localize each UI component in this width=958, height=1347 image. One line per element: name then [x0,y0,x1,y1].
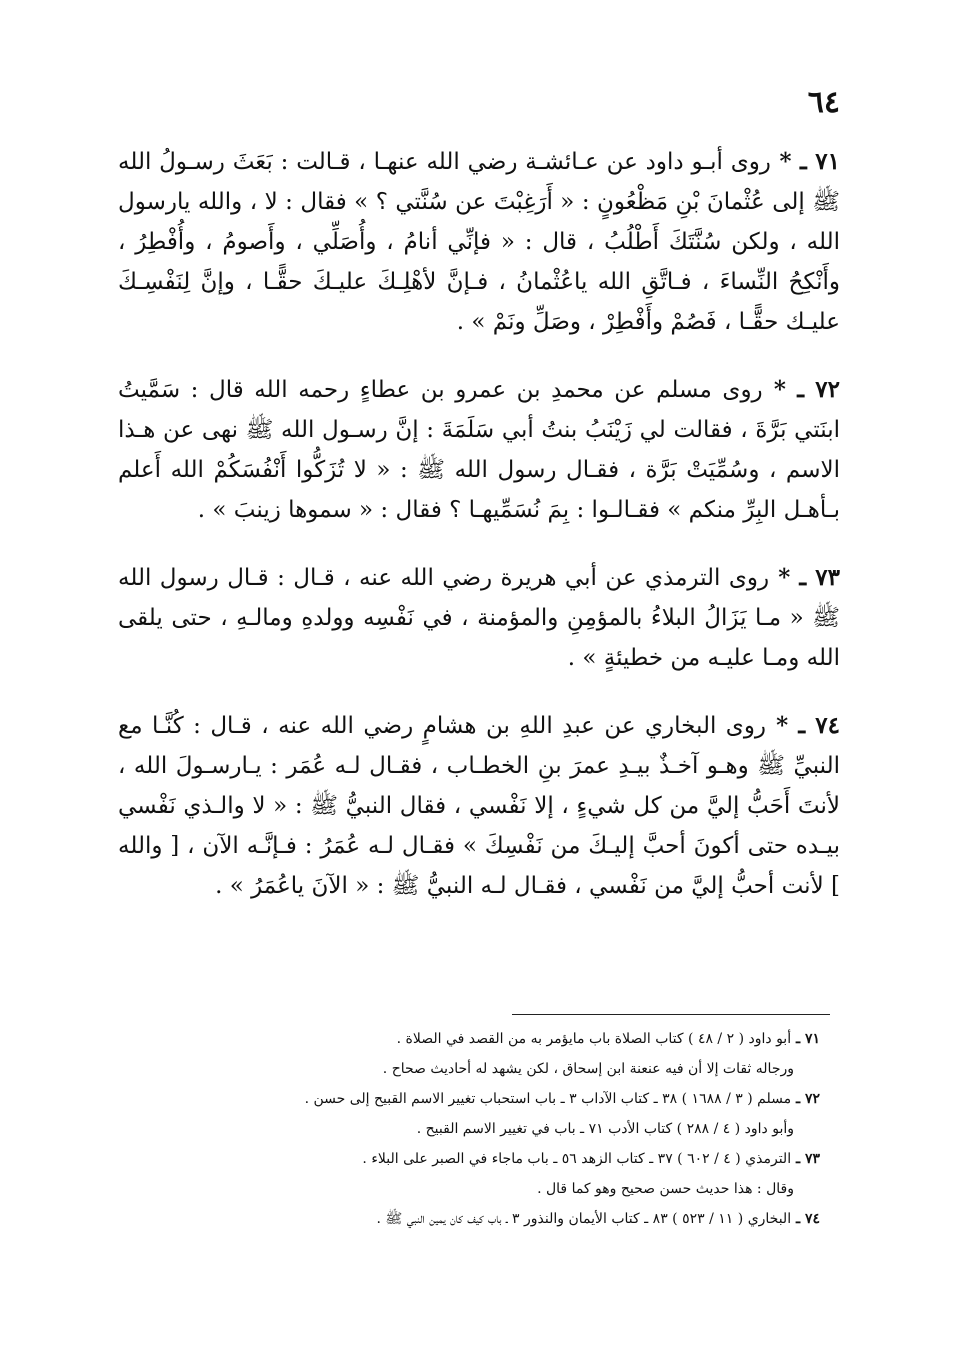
hadith-text: روى مسلم عن محمدِ بن عمرو بن عطاءٍ رحمه الله قال : سَمَّيتُ ابنَتي بَرَّةَ ، فقالت لي زَيْنَبُ بنتُ أبي سَلَمَةَ : إنَّ رسـول الله ﷺ نهى عن هـذا الاسم ، وسُمِّيَتْ بَرَّة ، فقـال رسول الله ﷺ : « لا تُزَكُّوا أَنْفُسَكُمْ الله أَعلم بـأهـل البِرِّ منكم » فقـالـوا : بِمَ نُسَمِّيهـا ؟ فقال : « سموها زينبَ » . [118,377,840,523]
footnote-text: مسلم ( ٣ / ١٦٨٨ ) ٣٨ ـ كتاب الآداب ٣ ـ باب استحباب تغيير الاسم القبيح إلى حسن . [304,1091,792,1107]
hadith-number: ٧٢ ـ * [762,376,840,403]
footnote-number: ٧٣ ـ [791,1151,820,1167]
hadith-text: روى أبـو داود عن عـائشـة رضي الله عنهـا ، قـالت : بَعَثَ رسـولُ الله ﷺ إلى عُثْمانَ بْنِ مَظْعُونٍ : « أَرَغِبْتَ عن سُنَّتي ؟ » فقال : لا ، والله يارسول الله ، ولكن سُنَّتَكَ أَطْلُبُ ، قال : « فإنِّي أنامُ ، وأُصَلِّي ، وأَصومُ ، وأُفْطِرُ ، وأَنْكِحُ النِّساءَ ، فـاتَّقِ الله ياعُثْمانُ ، فـإنَّ لأهْلِـكَ عليـكَ حقًّـا ، وإنَّ لِنَفْسِـكَ عليـك حقًّـا ، فَصُمْ وأَفْطِرْ ، وصَلِّ ونَمْ » . [118,149,840,335]
footnote-text: أبو داود ( ٢ / ٤٨ ) كتاب الصلاة باب مايؤمر به من القصد في الصلاة . [396,1031,792,1047]
footnote-text: وقال : هذا حديث حسن صحيح وهو كما قال . [537,1181,794,1197]
footnote-number: ٧١ ـ [791,1031,820,1047]
hadith-text: روى البخاري عن عبدِ اللهِ بن هشامٍ رضي الله عنه ، قـال : كُنَّـا مع النبيِّ ﷺ وهـو آخـذٌ بيـدِ عمرَ بنِ الخطـاب ، فقـال لـه عُمَر : يـارسـولَ الله ، لأنتَ أَحَبُّ إليَّ من كل شيءٍ ، إلا نَفْسي ، فقال النبيُّ ﷺ : « لا والـذي نَفْسي بيـده حتى أكونَ أحبَّ إليـكَ من نَفْسِكَ » فقـال لـه عُمَرُ : فـإنَّـه الآن ، [ والله ] لأنت أحبُّ إليَّ من نَفْسي ، فقـال لـه النبيُّ ﷺ : « الآنَ ياعُمَرُ » . [118,713,840,899]
hadith-number: ٧٤ ـ * [766,712,840,739]
footnote-73-note [120,1174,820,1204]
footnote-number: ٧٤ ـ [791,1211,820,1227]
footnote-73 [120,1144,820,1174]
footnote-text: ورجاله ثقات إلا أن فيه عنعنة ابن إسحاق ، لكن يشهد له أحاديث صحاح . [382,1061,794,1077]
footnote-72 [120,1084,820,1114]
footnote-74 [120,1204,820,1234]
footnote-number: ٧٢ ـ [791,1091,820,1107]
hadith-73 [118,558,840,678]
page-number: ٦٤ [807,85,840,120]
footnote-divider [512,1014,830,1015]
footnote-text: البخاري ( ١١ / ٥٢٣ ) ٨٣ ـ كتاب الأيمان والنذور ٣ ـ باب كيف كان يمين النبي ﷺ . [376,1211,792,1227]
footnotes [120,1024,820,1234]
footnote-71-note [120,1054,820,1084]
main-text [118,142,840,934]
hadith-72 [118,370,840,530]
hadith-number: ٧٣ ـ * [769,564,840,591]
hadith-number: ٧١ ـ * [770,148,840,175]
hadith-74 [118,706,840,906]
footnote-72-note [120,1114,820,1144]
hadith-text: روى الترمذي عن أبي هريرة رضي الله عنه ، قـال : قـال رسول الله ﷺ « مـا يَزَالُ البلاءُ بالمؤمِنِ والمؤمنة ، في نَفْسِه وولدهِ ومالـهِ ، حتى يلقى الله ومـا عليـه من خطيئةٍ » . [118,565,840,671]
footnote-71 [120,1024,820,1054]
footnote-text: وأبو داود ( ٤ / ٢٨٨ ) كتاب الأدب ٧١ ـ باب في تغيير الاسم القبيح . [416,1121,794,1137]
hadith-71 [118,142,840,342]
footnote-text: الترمذي ( ٤ / ٦٠٢ ) ٣٧ ـ كتاب الزهد ٥٦ ـ باب ماجاء في الصبر على البلاء . [362,1151,792,1167]
